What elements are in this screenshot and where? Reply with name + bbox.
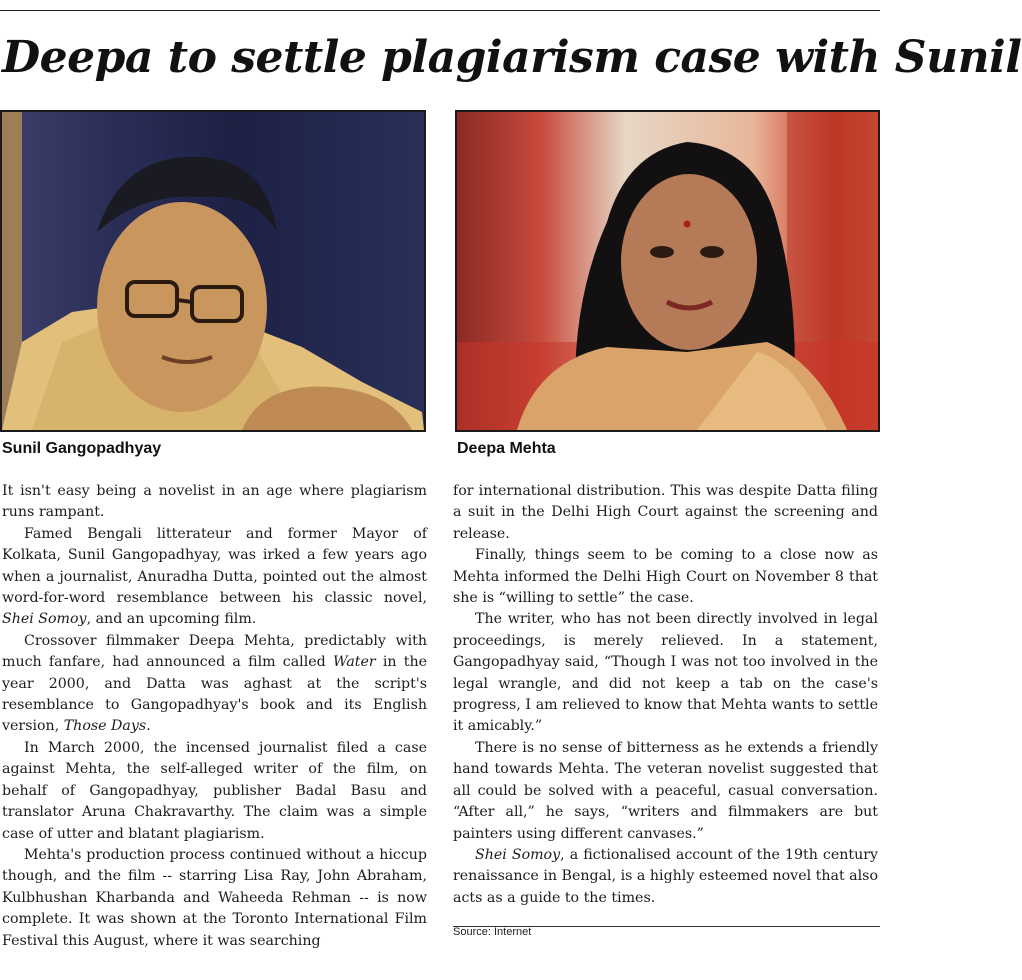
paragraph: The writer, who has not been directly involved in legal proceedings, is merely relieved. In a statement, Gangopadhyay said, “Though I was not too involved in the legal wrangle, and did not keep a tab on the case's progress, I am relieved to know that Mehta wants to settle it amicably.” — [453, 611, 878, 735]
book-title: Shei Somoy — [475, 846, 561, 863]
top-rule — [0, 10, 880, 11]
caption-sunil-gangopadhyay: Sunil Gangopadhyay — [2, 440, 162, 457]
paragraph: Crossover filmmaker Deepa Mehta, predictably with much fanfare, had announced a film called Water in the year 2000, and Datta was aghast at the script's resemblance to Gangopadhyay's book and its English version, Those Days. — [2, 632, 427, 735]
photo-deepa-mehta — [455, 110, 880, 432]
paragraph: In March 2000, the incensed journalist filed a case against Mehta, the self-alleged writer of the film, on behalf of Gangopadhyay, publisher Badal Basu and translator Aruna Chakravarthy. The claim was a simple case of utter and blatant plagiarism. — [2, 739, 427, 842]
film-title: Water — [332, 654, 376, 671]
paragraph: Shei Somoy, a fictionalised account of the 19th century renaissance in Bengal, is a highly esteemed novel that also acts as a guide to the times. — [453, 846, 878, 906]
caption-deepa-mehta: Deepa Mehta — [457, 440, 556, 457]
article-column-left — [2, 481, 427, 952]
article-column-right — [453, 481, 878, 909]
paragraph: Famed Bengali litterateur and former Mayor of Kolkata, Sunil Gangopadhyay, was irked a few years ago when a journalist, Anuradha Dutta, pointed out the almost word-for-word resemblance between his classic novel, Shei Somoy, and an upcoming film. — [2, 525, 427, 628]
photo-sunil-gangopadhyay — [0, 110, 426, 432]
book-title: Shei Somoy — [2, 611, 87, 628]
paragraph: Mehta's production process continued without a hiccup though, and the film -- starring Lisa Ray, John Abraham, Kulbhushan Kharbanda and Waheeda Rehman -- is now complete. It was shown at the Toronto International Film Festival this August, where it was searching — [2, 846, 427, 949]
paragraph: It isn't easy being a novelist in an age where plagiarism runs rampant. — [2, 483, 427, 521]
portrait-man-illustration — [2, 112, 424, 430]
paragraph: Finally, things seem to be coming to a close now as Mehta informed the Delhi High Court on November 8 that she is “willing to settle” the case. — [453, 547, 878, 607]
paragraph: There is no sense of bitterness as he extends a friendly hand towards Mehta. The veteran novelist suggested that all could be solved with a peaceful, casual conversation. “After all,” he says, “writers and filmmakers are but painters using different canvases.” — [453, 739, 878, 842]
source-credit: Source: Internet — [453, 926, 532, 938]
book-title: Those Days — [63, 718, 147, 735]
portrait-woman-illustration — [457, 112, 878, 430]
headline: Deepa to settle plagiarism case with Sunil — [2, 32, 1022, 83]
paragraph: for international distribution. This was despite Datta filing a suit in the Delhi High Court against the screening and release. — [453, 483, 878, 542]
